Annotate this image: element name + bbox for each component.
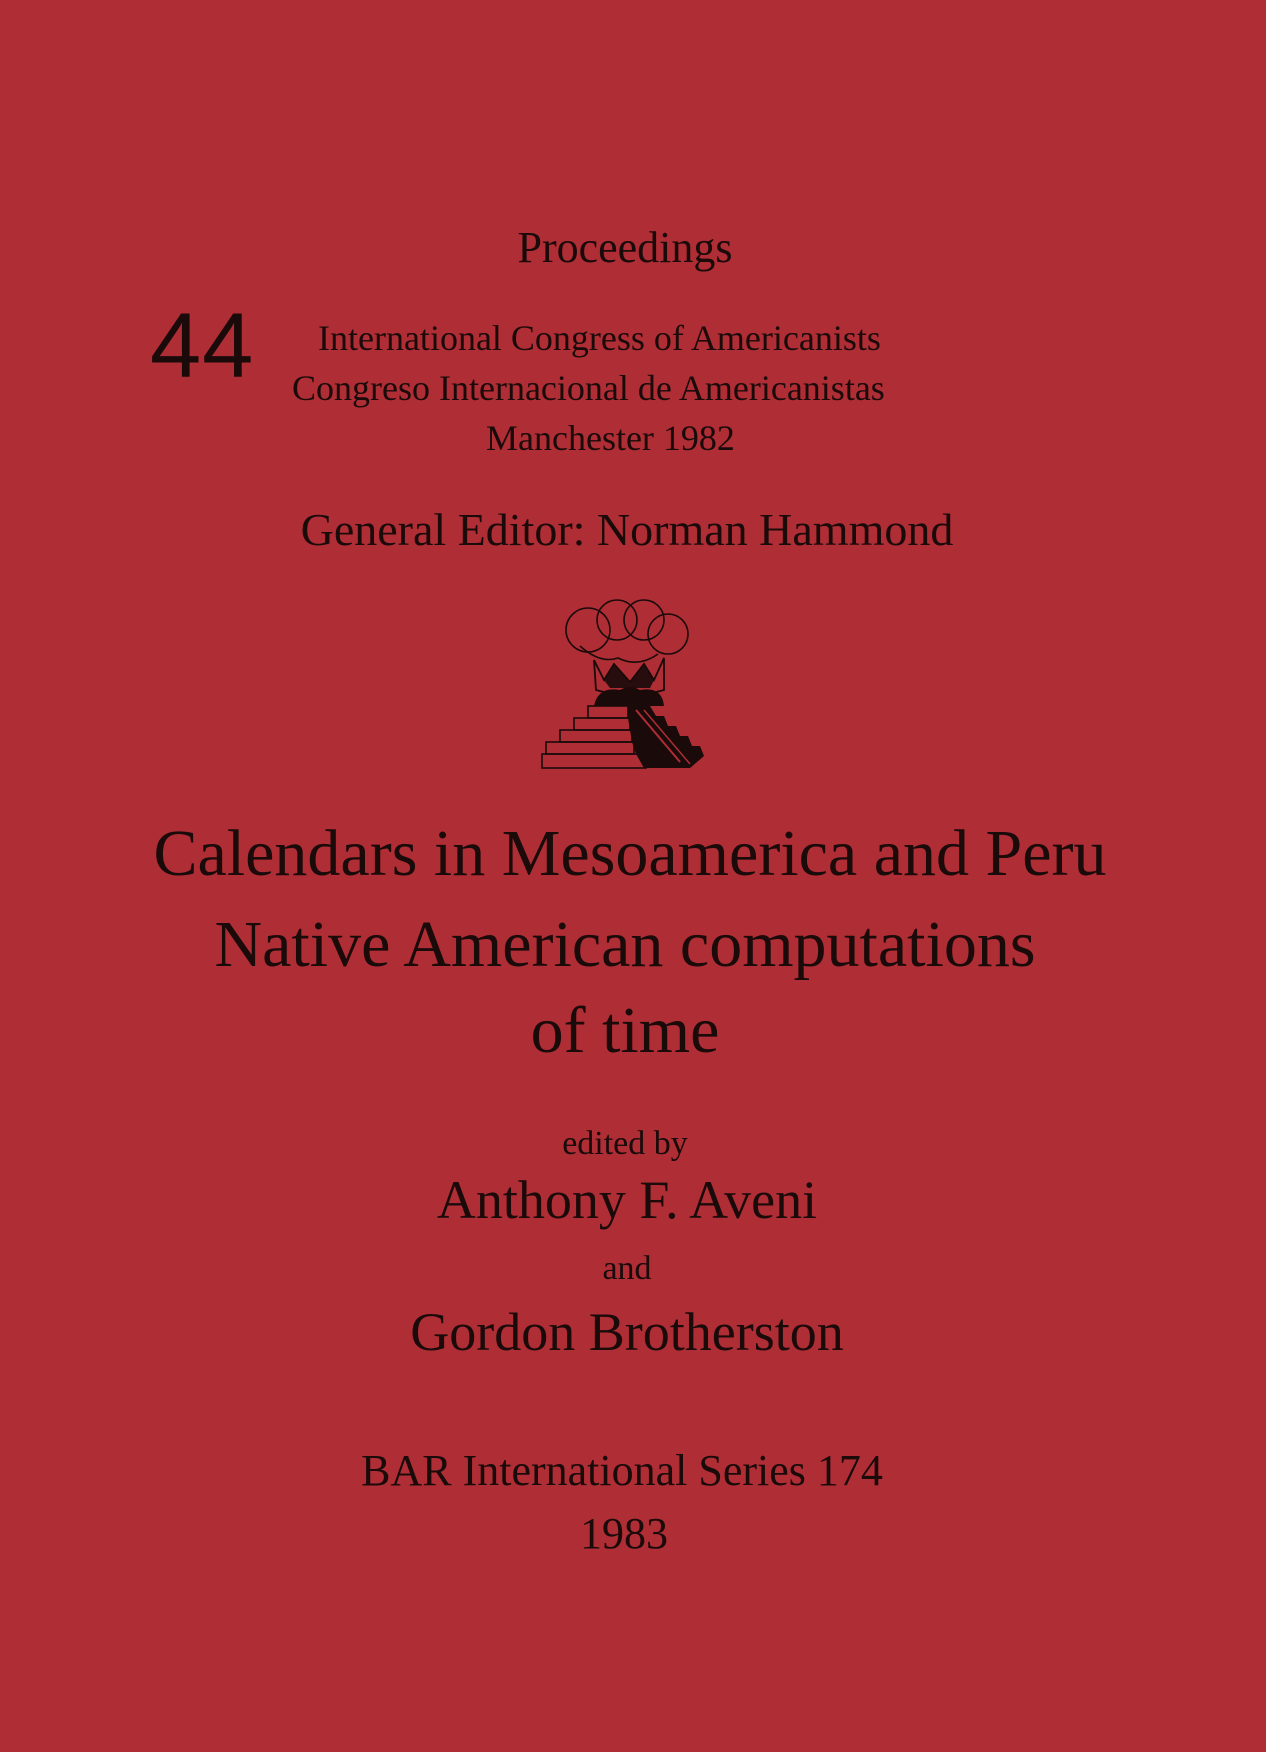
smoke-puff-icon bbox=[566, 608, 610, 652]
editor-name-1: Anthony F. Aveni bbox=[436, 1170, 818, 1230]
series-label: BAR International Series 174 bbox=[361, 1446, 883, 1495]
publication-year: 1983 bbox=[580, 1509, 668, 1558]
smoke-puff-icon bbox=[648, 614, 688, 654]
general-editor: General Editor: Norman Hammond bbox=[300, 504, 954, 555]
congress-name-english: International Congress of Americanists bbox=[318, 318, 881, 358]
temple-top-icon bbox=[594, 687, 664, 706]
congress-name-spanish: Congreso Internacional de Americanistas bbox=[292, 368, 885, 408]
and-label: and bbox=[602, 1250, 652, 1287]
editor-name-2: Gordon Brotherston bbox=[410, 1302, 844, 1362]
title-line-1: Calendars in Mesoamerica and Peru bbox=[153, 817, 1107, 890]
proceedings-label: Proceedings bbox=[517, 223, 733, 272]
edited-by-label: edited by bbox=[562, 1125, 688, 1162]
pyramid-temple-smoke-icon bbox=[540, 598, 720, 778]
volume-number: 44 bbox=[150, 295, 255, 397]
title-line-2: Native American computations bbox=[214, 908, 1036, 981]
title-line-3: of time bbox=[530, 994, 720, 1067]
congress-place-year: Manchester 1982 bbox=[486, 418, 735, 458]
smoke-puff-icon bbox=[624, 600, 664, 640]
smoke-puff-icon bbox=[597, 600, 637, 640]
